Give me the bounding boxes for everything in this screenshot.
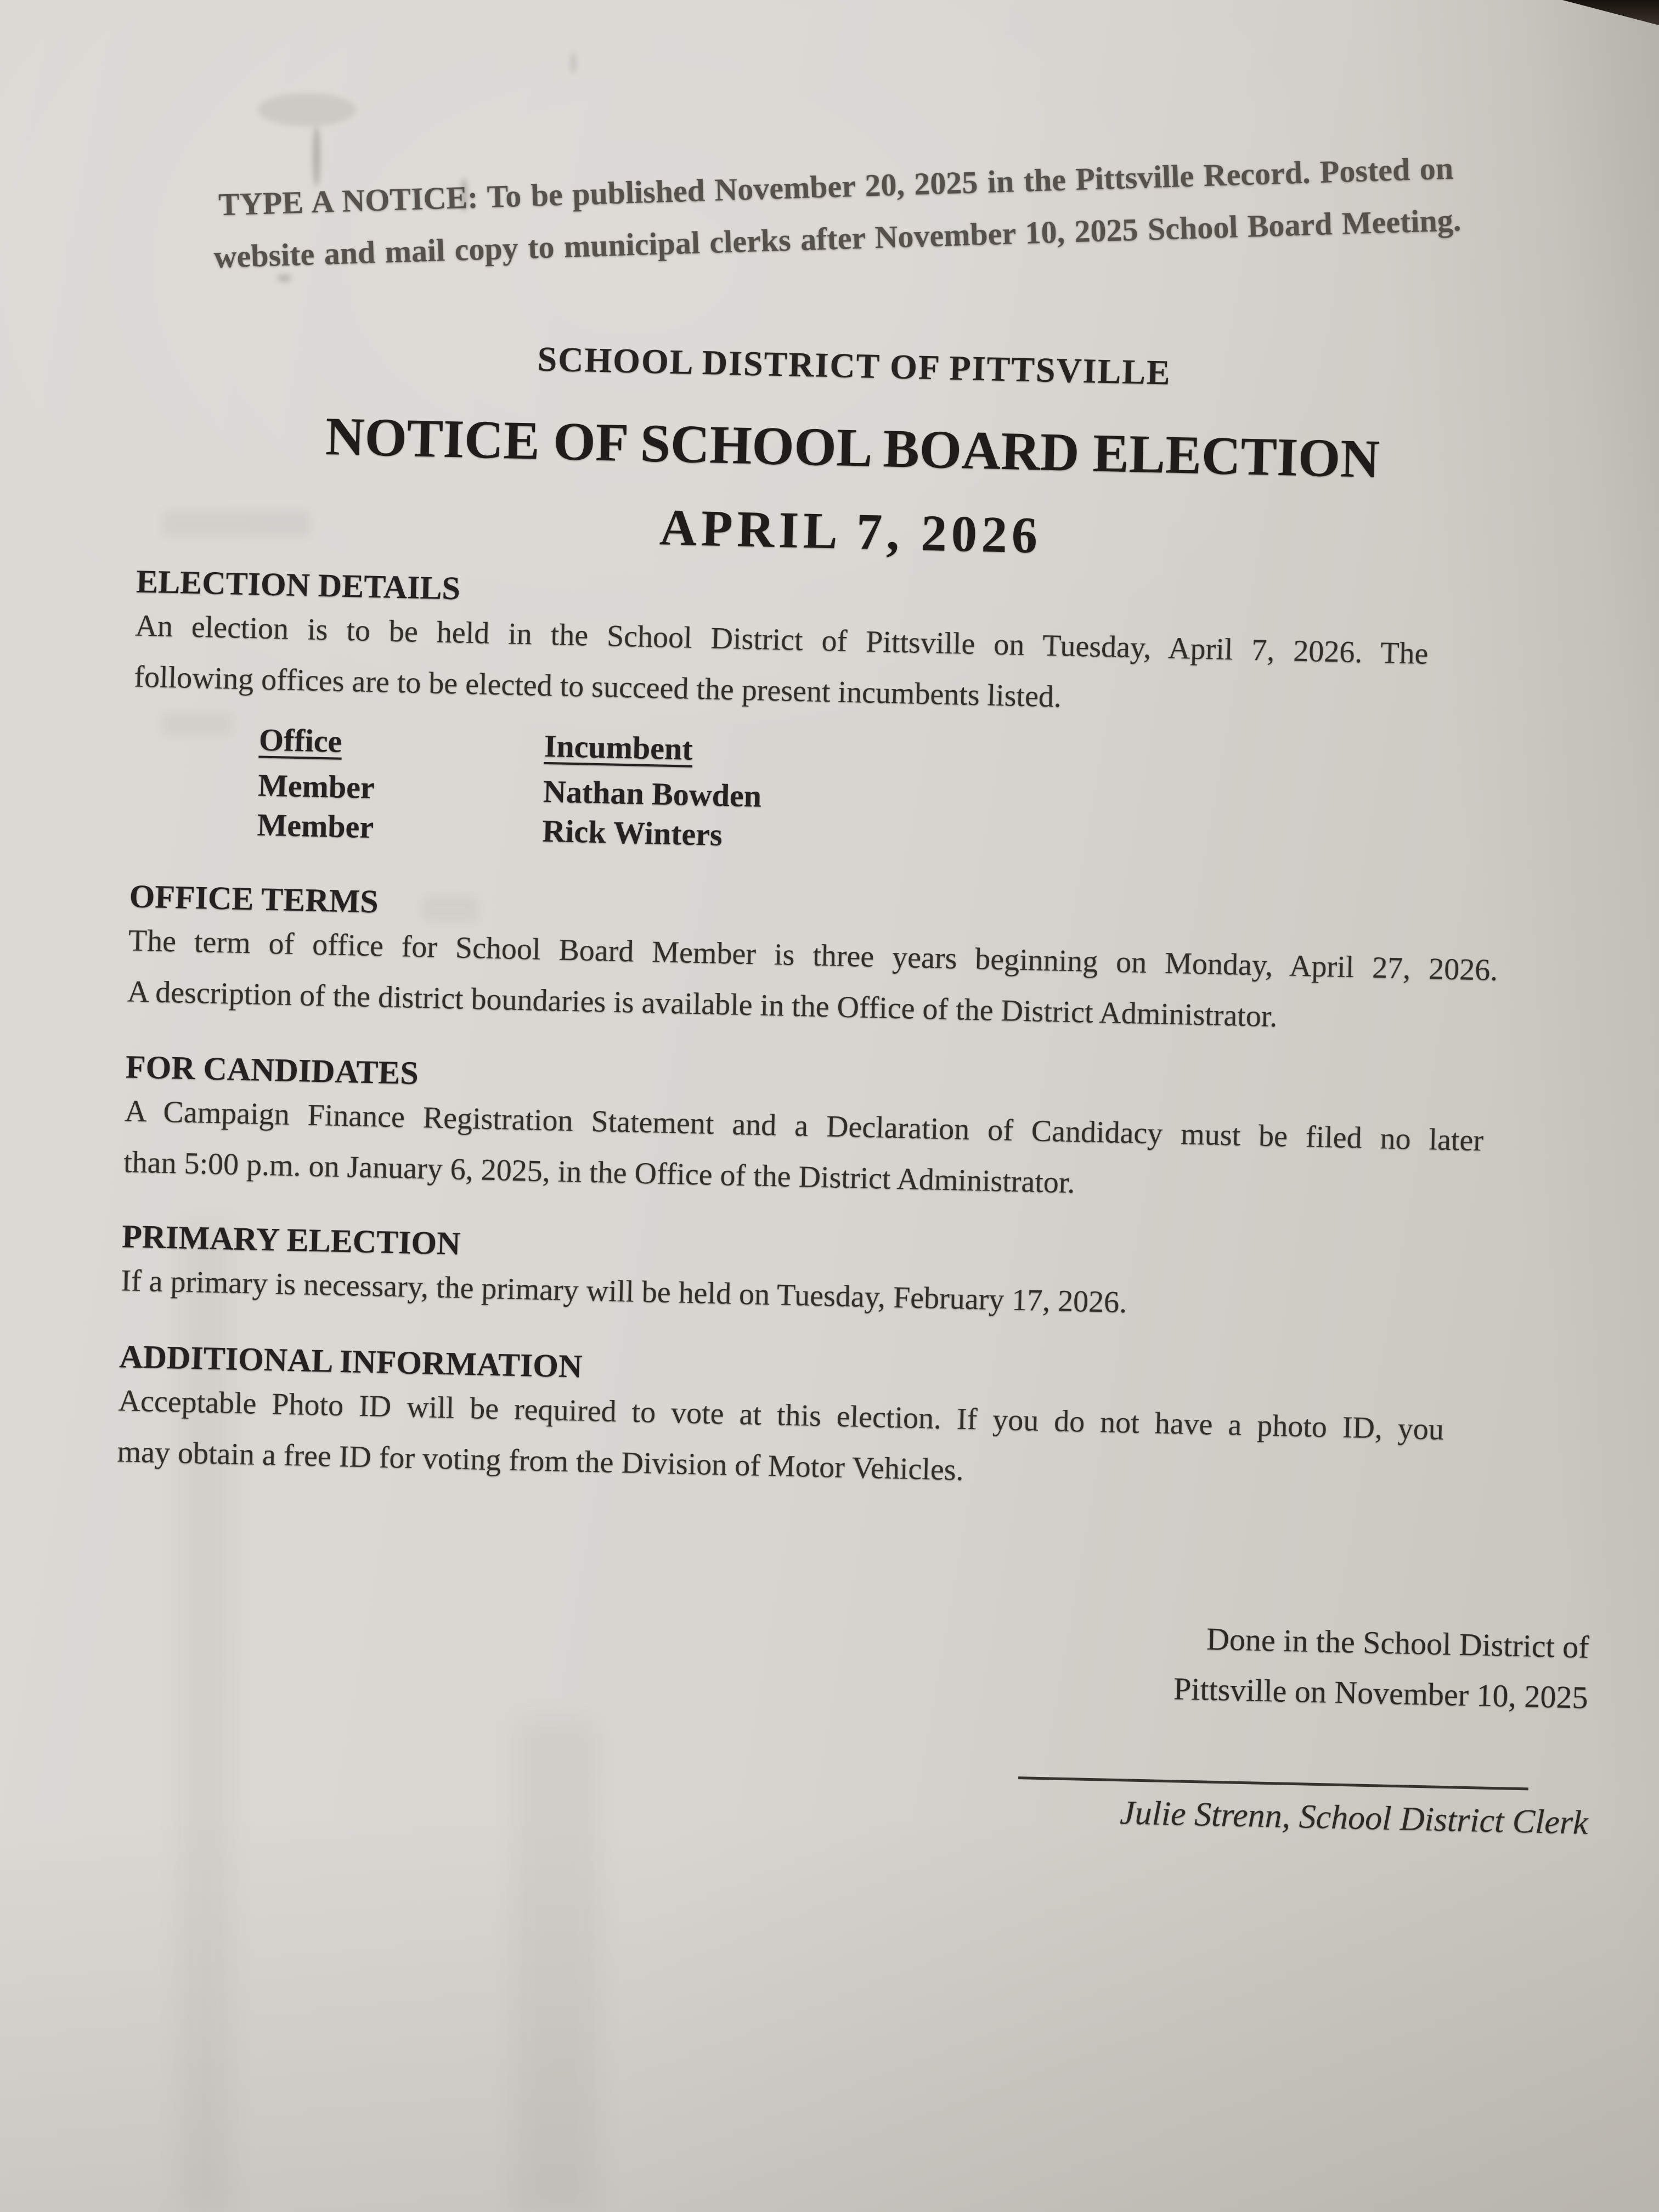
paragraph-line: The term of office for School Board Member is three years beginning on Monday, April 27, 2026.	[128, 923, 1498, 988]
closing-line: Done in the School District of	[1206, 1621, 1590, 1665]
office-column-header: Office	[258, 721, 343, 759]
paragraph-line: following offices are to be elected to succeed the present incumbents listed.	[133, 659, 1062, 714]
publication-note	[111, 139, 1562, 286]
district-name: SCHOOL DISTRICT OF PITTSVILLE	[537, 339, 1172, 392]
office-cell: Member	[256, 806, 374, 845]
section-heading-additional-information: ADDITIONAL INFORMATION	[119, 1338, 583, 1385]
closing-line: Pittsville on November 10, 2025	[1173, 1671, 1589, 1716]
office-cell: Member	[257, 767, 375, 806]
notice-body	[109, 330, 1590, 1842]
section-heading-primary-election: PRIMARY ELECTION	[121, 1218, 461, 1262]
closing-statement	[112, 1590, 1589, 1723]
pen-smudge	[571, 52, 576, 74]
section-heading-office-terms: OFFICE TERMS	[129, 878, 379, 920]
paragraph-line: If a primary is necessary, the primary will be held on Tuesday, February 17, 2026.	[120, 1263, 1127, 1320]
election-date-heading: APRIL 7, 2026	[659, 499, 1043, 565]
paragraph-line: An election is to be held in the School District of Pittsville on Tuesday, April 7, 2026. The	[134, 608, 1429, 671]
incumbent-cell: Nathan Bowden	[543, 773, 762, 814]
photo-corner-shadow	[1549, 0, 1659, 25]
signature-line	[1018, 1776, 1528, 1790]
paragraph-line: Acceptable Photo ID will be required to vote at this election. If you do not have a photo ID, you	[118, 1384, 1444, 1447]
offices-table	[257, 721, 763, 855]
publication-note-line: website and mail copy to municipal clerks after November 10, 2025 School Board Meeting.	[213, 202, 1462, 275]
pen-smudge	[258, 93, 357, 126]
paragraph-line: A description of the district boundaries is available in the Office of the District Administrator.	[127, 974, 1278, 1034]
incumbent-cell: Rick Winters	[541, 812, 723, 853]
section-heading-for-candidates: FOR CANDIDATES	[125, 1048, 419, 1091]
paragraph-line: may obtain a free ID for voting from the Division of Motor Vehicles.	[117, 1435, 964, 1487]
incumbent-column-header: Incumbent	[544, 727, 693, 767]
notice-title: NOTICE OF SCHOOL BOARD ELECTION	[325, 407, 1380, 489]
clerk-signature-name: Julie Strenn, School District Clerk	[1119, 1794, 1589, 1842]
paragraph-line: A Campaign Finance Registration Statement and a Declaration of Candidacy must be filed no later	[124, 1094, 1484, 1158]
paragraph-line: than 5:00 p.m. on January 6, 2025, in the Office of the District Administrator.	[123, 1145, 1076, 1200]
publication-note-line: TYPE A NOTICE: To be published November 20, 2025 in the Pittsville Record. Posted on	[218, 150, 1454, 223]
section-heading-election-details: ELECTION DETAILS	[136, 563, 461, 607]
